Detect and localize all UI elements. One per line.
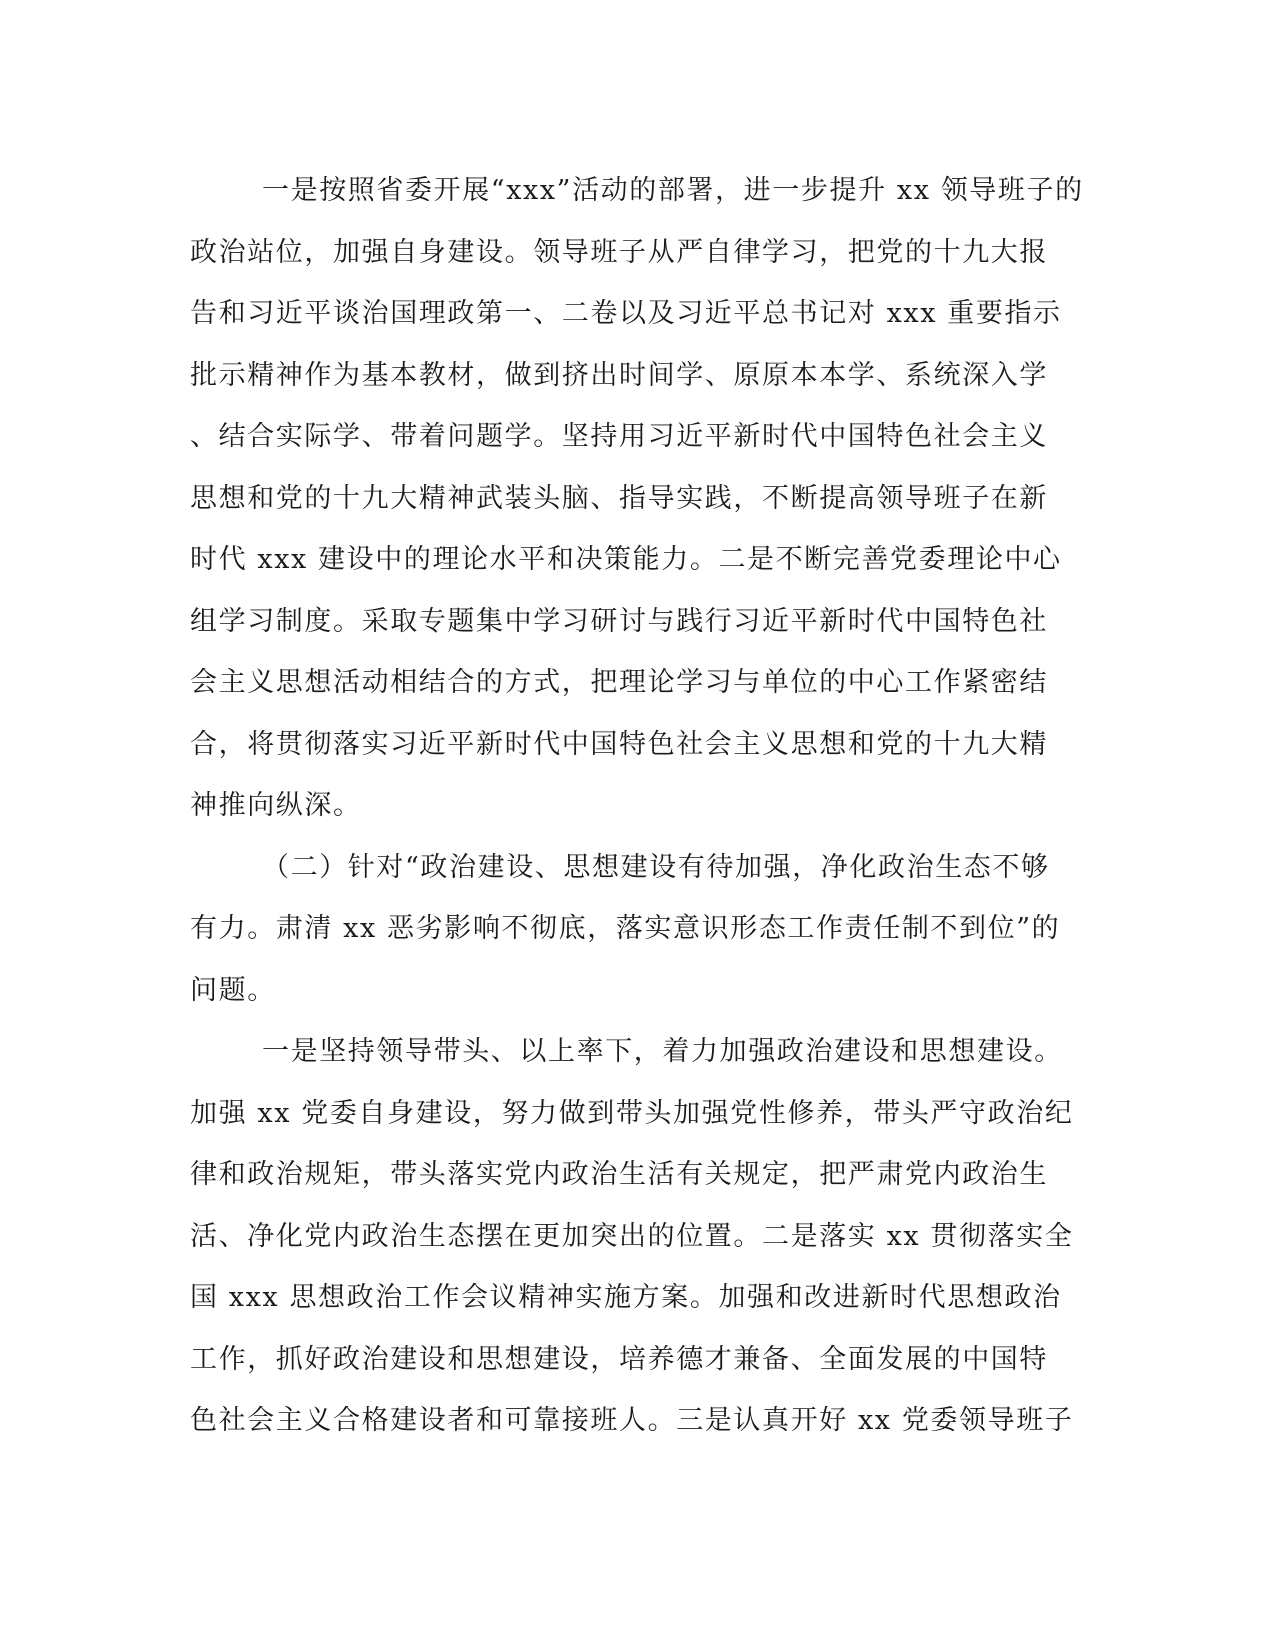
text-line: 告和习近平谈治国理政第一、二卷以及习近平总书记对 xxx 重要指示 — [190, 298, 1062, 329]
text-line: 合，将贯彻落实习近平新时代中国特色社会主义思想和党的十九大精 — [190, 728, 1048, 760]
text-line: 组学习制度。采取专题集中学习研讨与践行习近平新时代中国特色社 — [190, 605, 1048, 637]
text-line: 律和政治规矩，带头落实党内政治生活有关规定，把严肃党内政治生 — [190, 1159, 1048, 1190]
text-line: 活、净化党内政治生态摆在更加突出的位置。二是落实 xx 贯彻落实全 — [190, 1220, 1074, 1252]
text-line: （二）针对“政治建设、思想建设有待加强，净化政治生态不够 — [262, 851, 1050, 883]
text-line: 色社会主义合格建设者和可靠接班人。三是认真开好 xx 党委领导班子 — [190, 1405, 1074, 1436]
text-line: 有力。肃清 xx 恶劣影响不彻底，落实意识形态工作责任制不到位”的 — [190, 913, 1061, 944]
text-line: 国 xxx 思想政治工作会议精神实施方案。加强和改进新时代思想政治 — [190, 1282, 1062, 1313]
text-line: 一是坚持领导带头、以上率下，着力加强政治建设和思想建设。 — [262, 1036, 1063, 1067]
text-line: 会主义思想活动相结合的方式，把理论学习与单位的中心工作紧密结 — [190, 667, 1048, 698]
text-line: 加强 xx 党委自身建设，努力做到带头加强党性修养，带头严守政治纪 — [190, 1097, 1074, 1129]
text-line: 政治站位，加强自身建设。领导班子从严自律学习，把党的十九大报 — [190, 236, 1048, 268]
text-line: 、结合实际学、带着问题学。坚持用习近平新时代中国特色社会主义 — [190, 421, 1048, 452]
document-body — [190, 160, 1084, 1452]
text-line: 神推向纵深。 — [190, 790, 362, 821]
text-line: 思想和党的十九大精神武装头脑、指导实践，不断提高领导班子在新 — [190, 482, 1048, 514]
text-line: 工作，抓好政治建设和思想建设，培养德才兼备、全面发展的中国特 — [190, 1343, 1048, 1375]
text-line: 一是按照省委开展“xxx”活动的部署，进一步提升 xx 领导班子的 — [262, 175, 1084, 206]
text-line: 批示精神作为基本教材，做到挤出时间学、原原本本学、系统深入学 — [190, 359, 1048, 391]
text-line: 问题。 — [190, 974, 276, 1006]
text-line: 时代 xxx 建设中的理论水平和决策能力。二是不断完善党委理论中心 — [190, 544, 1062, 575]
